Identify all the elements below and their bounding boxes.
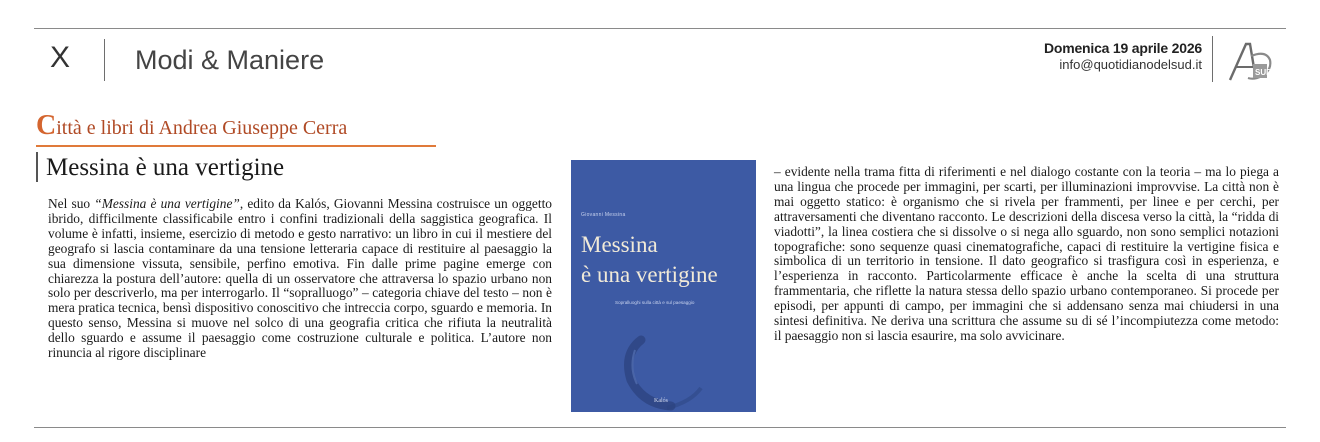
logo-divider [1212,36,1213,82]
book-cover-title-line-2: è una vertigine [581,262,718,287]
svg-text:SUD: SUD [1255,68,1272,77]
title-accent-bar [36,152,38,182]
article-title: Messina è una vertigine [46,154,285,181]
column-title [36,112,347,142]
masthead-info [1044,40,1202,73]
book-cover [571,160,756,412]
book-cover-subtitle: Sopralluoghi sulla città e sul paesaggio [615,300,695,305]
top-rule [34,28,1286,29]
article-column-2 [774,165,1279,344]
article-intro: Nel suo [48,196,95,211]
book-cover-title-line-1: Messina [581,232,658,257]
article-body-2: – evidente nella trama fitta di riferimenti e nel dialogo costante con la teoria – ma lo piega a una lingua che procede per immagini, per scarti, per illuminazioni improvvise. La città non è mai oggetto statico: è organismo che si rivela per frammenti, per linee e per cerchi, per attraversamenti che diventano racconto. Le descrizioni della discesa verso la città, la “ridda di viadotti”, la linea costiera che si dissolve o si nega allo sguardo, non sono semplici notazioni topografiche: sono sequenze quasi cinematografiche, capaci di restituire la vertigine fisica e simbolica di un territorio in tensione. Il dato geografico si trasfigura così in esperienza, e l’esperienza in racconto. Particolarmente efficace è anche la scelta di una struttura frammentaria, che riflette la natura stessa dello spazio urbano contemporaneo. Si procede per episodi, per appunti di campo, per immagini che si addensano senza mai chiudersi in una sintesi definitiva. Ne deriva una scrittura che assume su di sé l’incompiutezza come metodo: il paesaggio non si lascia esaurire, ma solo avvicinare. [774,164,1279,343]
contact-email: info@quotidianodelsud.it [1059,57,1202,72]
article-body-1: , edito da Kalós, Giovanni Messina costruisce un oggetto ibrido, difficilmente classificabile entro i confini tradizionali della saggistica geografica. Il volume è infatti, insieme, esercizio di metodo e gesto narrativo: un libro in cui il mestiere del geografo si lascia contaminare da una tensione letteraria capace di restituire al paesaggio la sua dimensione vissuta, sensibile, perfino emotiva. Fin dalle prime pagine emerge con chiarezza la postura dell’autore: quella di un osservatore che attraversa lo spazio urbano non solo per descriverlo, ma per interrogarlo. Il “sopralluogo” – categoria chiave del testo – non è mera pratica tecnica, bensì dispositivo conoscitivo che intreccia corpo, sguardo e memoria. In questo senso, Messina si muove nel solco di una geografia critica che rifiuta la neutralità dello sguardo e assume il paesaggio come costruzione culturale e politica. L’autore non rinuncia al rigore disciplinare [48,196,552,361]
bottom-rule [34,427,1286,428]
section-name: Modi & Maniere [135,45,325,75]
book-cover-publisher: Kalós [654,398,668,404]
issue-date: Domenica 19 aprile 2026 [1043,40,1202,56]
section-divider [104,39,105,81]
section-letter: X [50,41,71,74]
book-cover-author: Giovanni Messina [581,212,626,218]
book-title-inline: “Messina è una vertigine” [94,196,240,211]
column-underline [36,145,436,147]
book-cover-artwork [571,310,756,412]
column-title-text: ittà e libri di Andrea Giuseppe Cerra [56,117,348,139]
column-title-initial: C [36,110,57,141]
book-cover-title [581,230,718,290]
article-column-1 [48,197,552,361]
newspaper-logo-icon [1224,40,1276,82]
